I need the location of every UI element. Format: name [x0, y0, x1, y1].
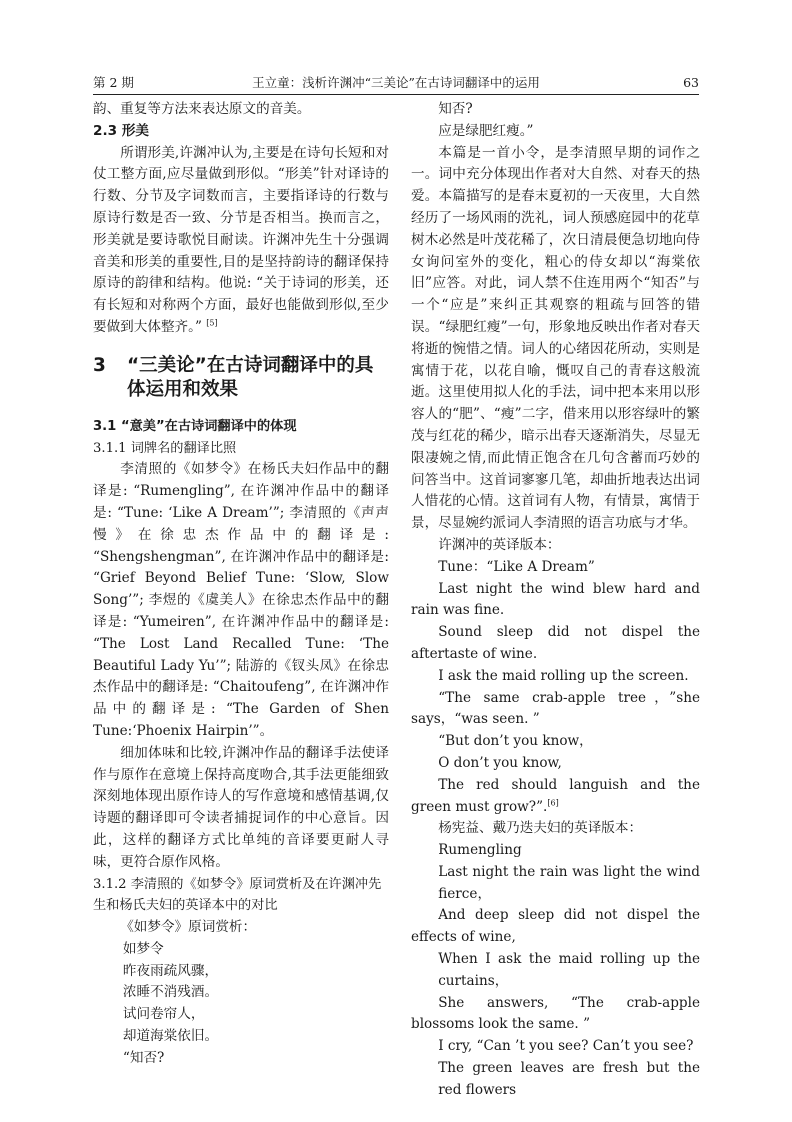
poem-line: 昨夜雨疏风骤，: [122, 962, 219, 979]
section-heading-3: [93, 354, 389, 402]
poem-line: 却道海棠依旧。: [122, 1028, 219, 1045]
translation-line: I cry, “Can ’t you see? Can’t you see?: [438, 1038, 694, 1055]
translation-line: And deep sleep did not dispel the effects of wine,: [411, 907, 700, 946]
poem-line: 浓睡不消残酒。: [122, 984, 219, 1001]
yang-translation-intro: 杨宪益、戴乃迭夫妇的英译版本：: [438, 820, 643, 837]
translation-line: Tune：“Like A Dream”: [438, 558, 595, 575]
translation-line: She answers, “The crab-apple blossoms look the same. ”: [411, 994, 700, 1033]
poem-line: “知否?: [122, 1049, 165, 1066]
subsubsection-heading-3-1-2: 3.1.2 李清照的《如梦令》原词赏析及在许渊冲先生和杨氏夫妇的英译本中的对比: [93, 876, 382, 914]
subsubsection-heading-3-1-1: 3.1.1 词牌名的翻译比照: [93, 440, 237, 456]
xu-translation-intro: 许渊冲的英译版本：: [438, 536, 561, 553]
citation-ref: [6]: [547, 797, 559, 807]
translation-line: I ask the maid rolling up the screen.: [438, 667, 689, 684]
poem-line: 试问卷帘人，: [122, 1006, 205, 1023]
translation-line: When I ask the maid rolling up the curtains，: [438, 951, 700, 989]
translation-line: “The same crab-apple tree，”she says，“was seen. ”: [411, 689, 700, 728]
translation-line: Rumengling: [438, 842, 522, 859]
translation-line: Last night the rain was light the wind fierce，: [438, 863, 700, 902]
left-column: [93, 99, 389, 1070]
page-number: 63: [683, 75, 699, 90]
paragraph-poem-analysis: 本篇是一首小令，是李清照早期的词作之一。词中充分体现出作者对大自然、对春天的热爱。本篇描写的是春末夏初的一天夜里，大自然经历了一场风雨的洗礼，词人预感庭园中的花草树木必然是叶茂花稀了，次日清晨便急切地向侍女询问室外的变化，粗心的侍女却以“海棠依旧”应答。对此，词人禁不住连用两个“知否”与一个“应是”来纠正其观察的粗疏与回答的错误。“绿肥红瘦”一句，形象地反映出作者对春天将逝的惋惜之情。词人的心绪因花所动，实则是寓情于花，以花自喻，慨叹自己的青春这般流逝。这里使用拟人化的手法，词中把本来用以形容人的“肥”、“瘦”二字，借来用以形容绿叶的繁茂与红花的稀少，暗示出春天逐渐消失，尽显无限凄婉之情,而此情正饱含在几句含蓄而巧妙的问答当中。这首词寥寥几笔，却曲折地表达出词人惜花的心情。这首词有人物，有情景，寓情于景，尽显婉约派词人李清照的语言功底与才华。: [411, 144, 700, 532]
running-header: [93, 74, 699, 92]
paragraph-form-beauty: [93, 143, 389, 339]
poem-line: 如梦令: [122, 940, 164, 957]
translation-line: “But don’t you know，: [438, 733, 593, 750]
poem-line: 知否?: [438, 101, 473, 117]
translation-line: The green leaves are fresh but the red flowers: [438, 1060, 700, 1098]
paragraph-tune-names: 李清照的《如梦令》在杨氏夫妇作品中的翻译是: “Rumengling”, 在许渊冲作品中的翻译是: “Tune: ‘Like A Dream’”; 李清照的《声声慢》在徐忠杰作品中的翻译是: “Shengshengman”, 在许渊冲作品中的翻译是: “Grief Beyond Belief Tune: ‘Slow, Slow Song’”; 李煜的《虞美人》在徐忠杰作品中的翻译是: “Yumeiren”, 在许渊冲作品中的翻译是: “The Lost Land Recalled Tune: ‘The Beautiful Lady Yu’”; 陆游的《钗头凤》在徐忠杰作品中的翻译是: “Chaitoufeng”, 在许渊冲作品中的翻译是: “The Garden of Shen Tune:‘Phoenix Hairpin’”。: [93, 461, 389, 739]
poem-line: 应是绿肥红瘦。”: [438, 122, 534, 139]
paragraph-continued: 韵、重复等方法来表达原文的音美。: [93, 101, 311, 117]
citation-ref: [5]: [206, 318, 218, 328]
paragraph-comparison: 细加体味和比较,许渊冲作品的翻译手法使译作与原作在意境上保持高度吻合,其手法更能细致深刻地体现出原作诗人的写作意境和感情基调,仅诗题的翻译即可令读者捕捉词作的中心意旨。因此，这样的翻译方式比单纯的音译要更耐人寻味，更符合原作风格。: [93, 744, 389, 870]
translation-line: Sound sleep did not dispel the aftertaste of wine.: [411, 624, 700, 662]
subsection-heading-3-1: 3.1 “意美”在古诗词翻译中的体现: [93, 418, 297, 434]
translation-line: [411, 775, 700, 819]
right-column: [411, 99, 700, 1102]
issue-label: 第 2 期: [93, 75, 134, 90]
paragraph-text: 所谓形美,许渊冲认为,主要是在诗句长短和对仗工整方面,应尽量做到形似。“形美”针对译诗的行数、分节及字词数而言，主要指译诗的行数与原诗行数是否一致、分节是否相当。换而言之，形美就是要诗歌悦目耐读。许渊冲先生十分强调音美和形美的重要性,目的是坚持韵诗的翻译保持原诗的韵律和结构。他说: “关于诗词的形美，还有长短和对称两个方面，最好也能做到形似,至少要做到大体整齐。”: [93, 144, 389, 335]
header-rule: [93, 94, 699, 95]
section-number: 3: [93, 354, 106, 376]
section-heading-2-3: 2.3 形美: [93, 122, 150, 139]
translation-text: The red should languish and the green must grow?”.: [411, 776, 700, 815]
running-title: 王立童：浅析许渊冲“三美论”在古诗词翻译中的运用: [252, 75, 540, 90]
poem-intro: 《如梦令》原词赏析：: [120, 919, 257, 936]
section-title: “三美论”在古诗词翻译中的具体运用和效果: [127, 354, 374, 400]
translation-line: Last night the wind blew hard and rain was fine.: [411, 580, 700, 619]
translation-line: O don’t you know,: [438, 754, 562, 771]
